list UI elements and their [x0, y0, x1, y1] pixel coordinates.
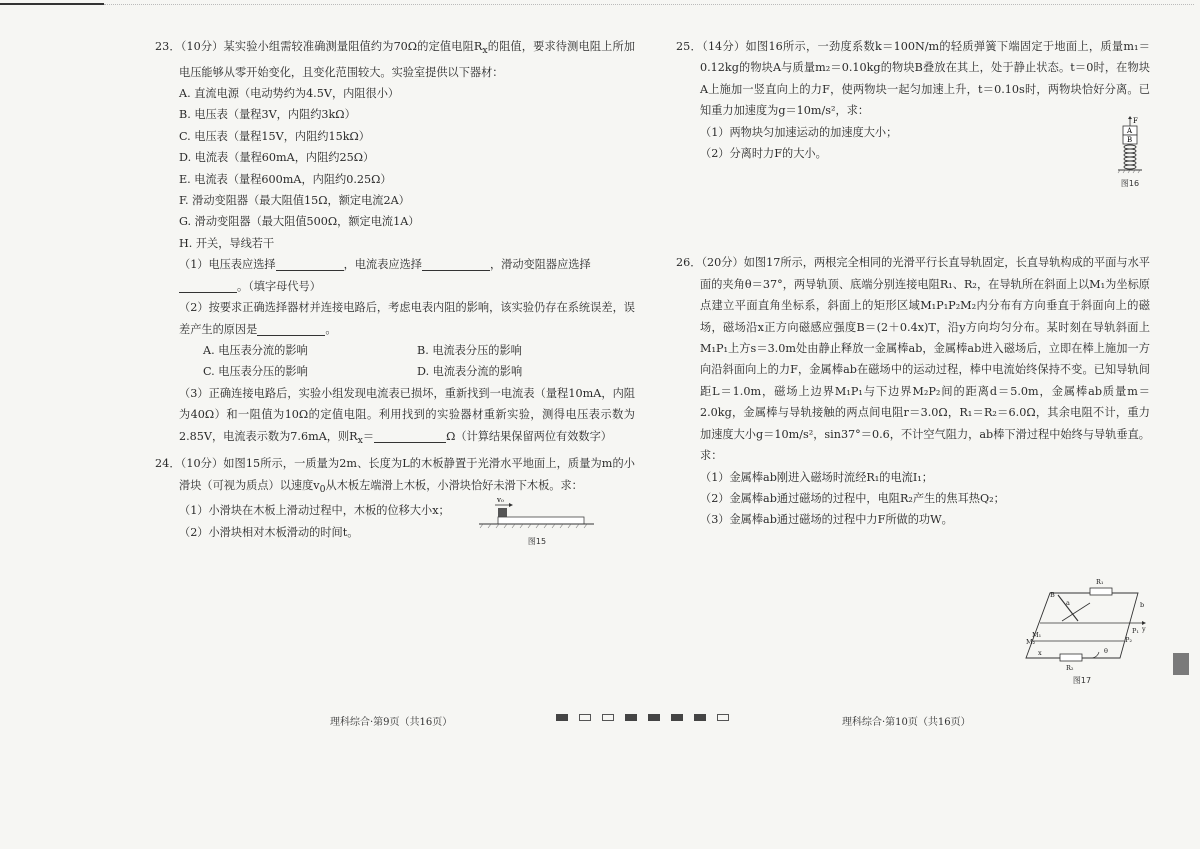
slider-block: [498, 508, 507, 517]
resistor-r2: [1060, 654, 1082, 661]
registration-marks: [556, 714, 729, 721]
top-rule: [0, 3, 104, 5]
svg-text:B: B: [1050, 591, 1055, 599]
force-label: F: [1133, 116, 1138, 125]
velocity-arrowhead: [509, 503, 513, 507]
svg-text:P₂: P₂: [1125, 636, 1132, 644]
mark-filled: [694, 714, 706, 721]
q24-parts: [155, 496, 635, 547]
equipment-item: H. 开关，导线若干: [179, 236, 275, 250]
svg-text:a: a: [1066, 599, 1070, 607]
q24-stem: 24．（10分）如图15所示，一质量为2m、长度为L的木板静置于光滑水平地面上，质量为m的小滑块（可视为质点）以速度$v_0$从木板左端滑上木板，小滑块恰好未滑下木板。求：: [155, 457, 635, 495]
q24-part1: （1）小滑块在木板上滑动过程中，木板的位移大小x；: [179, 504, 450, 518]
angle-arc: [1092, 652, 1099, 658]
q25-part1: （1）两物块匀加速运动的加速度大小；: [700, 125, 898, 139]
answer-blank: [179, 278, 237, 293]
choice-c: C. 电压表分压的影响: [203, 365, 308, 379]
left-footer: 理科综合·第9页（共16页）: [330, 717, 453, 728]
figure-15-caption: 图15: [527, 537, 547, 547]
svg-text:y: y: [1142, 625, 1146, 633]
side-marker: [1173, 653, 1189, 675]
choice-d: D. 电流表分流的影响: [417, 365, 523, 379]
equipment-item: C. 电压表（量程15V，内阻约15kΩ）: [179, 129, 370, 143]
block-b-label: B: [1127, 135, 1133, 144]
q25-parts: [676, 116, 1150, 188]
answer-blank: [374, 428, 446, 443]
q24-part2: （2）小滑块相对木板滑动的时间t。: [179, 525, 359, 539]
svg-text:P₁: P₁: [1132, 627, 1139, 635]
q26-part1: （1）金属棒ab刚进入磁场时流经R₁的电流I₁；: [700, 470, 933, 484]
q23-choices-row: [155, 361, 635, 382]
mark-filled: [671, 714, 683, 721]
mark-open: [602, 714, 614, 721]
q25-part2: （2）分离时力F的大小。: [700, 147, 827, 161]
figure-17-caption: 图17: [1072, 676, 1092, 685]
svg-text:R₂: R₂: [1066, 664, 1074, 672]
resistor-r1: [1090, 588, 1112, 595]
q23-part1: （1）电压表应选择 ，电流表应选择 ，滑动变阻器应选择: [179, 258, 591, 272]
equipment-item: A. 直流电源（电动势约为4.5V，内阻很小）: [179, 87, 400, 101]
q23-part2: （2）按要求正确选择器材并连接电路后，考虑电表内阻的影响，该实验仍存在系统误差，误差产生的原因是 。: [179, 301, 635, 336]
mark-filled: [625, 714, 637, 721]
equipment-item: F. 滑动变阻器（最大阻值15Ω，额定电流2A）: [179, 194, 410, 208]
q26-part3: （3）金属棒ab通过磁场的过程中力F所做的功W。: [700, 513, 953, 527]
spring: [1124, 145, 1136, 169]
velocity-label: v₀: [497, 496, 504, 505]
block-a-label: A: [1127, 126, 1133, 135]
equipment-item: E. 电流表（量程600mA，内阻约0.25Ω）: [179, 172, 392, 186]
right-page: [676, 36, 1150, 531]
figure-16-caption: 图16: [1120, 178, 1140, 188]
figure-16: [1112, 116, 1148, 192]
rail-frame: [1026, 593, 1138, 658]
q23-part1-end: 。（填字母代号）: [155, 276, 635, 297]
q23-choices-row: [155, 340, 635, 361]
q25-stem: 25．（14分）如图16所示，一劲度系数k＝100N/m的轻质弹簧下端固定于地面上，质量m₁＝0.12kg的物块A与质量m₂＝0.10kg的物块B叠放在其上，处于静止状态。t＝0时，在物块A上施加一竖直向上的力F，使两物块一起匀加速上升，t＝0.10s时，两物块恰好分离。已知重力加速度为g＝10m/s²，求：: [676, 40, 1150, 118]
answer-blank: [422, 256, 490, 271]
svg-text:b: b: [1140, 601, 1145, 609]
mark-open: [579, 714, 591, 721]
equipment-item: G. 滑动变阻器（最大阻值500Ω，额定电流1A）: [179, 215, 420, 229]
right-footer: 理科综合·第10页（共16页）: [842, 717, 971, 728]
svg-text:M₁: M₁: [1032, 631, 1042, 639]
equipment-item: D. 电流表（量程60mA，内阻约25Ω）: [179, 151, 375, 165]
q23-stem: 23．（10分）某实验小组需较准确测量阻值约为70Ω的定值电阻$R_x$的阻值，要求待测电阻上所加电压能够从零开始变化，且变化范围较大。实验室提供以下器材：: [155, 40, 635, 79]
q23-part3: （3）正确连接电路后，实验小组发现电流表已损坏，重新找到一电流表（量程10mA，内阻为40Ω）和一阻值为10Ω的定值电阻。利用找到的实验器材重新实验，测得电压表示数为2.85V，电流表示数为7.6mA，则$R_x= \Omega$（计算结果保留两位有效数字）: [179, 386, 635, 446]
answer-blank: [257, 321, 325, 336]
equipment-item: B. 电压表（量程3V，内阻约3kΩ）: [179, 108, 356, 122]
choice-b: B. 电流表分压的影响: [417, 343, 522, 357]
figure-17: [1020, 573, 1150, 688]
svg-text:θ: θ: [1104, 647, 1108, 655]
q26-stem: 26．（20分）如图17所示，两根完全相同的光滑平行长直导轨固定，长直导轨构成的平面与水平面的夹角θ＝37°，两导轨顶、底端分别连接电阻R₁、R₂，在导轨所在斜面上以M₁为坐标原点建立平面直角坐标系，斜面上的矩形区域M₁P₁P₂M₂内分布有方向垂直于斜面向上的磁场，磁场沿x正方向磁感应强度B＝(2＋0.4x)T，沿y方向均匀分布。某时刻在导轨斜面上M₁P₁上方s＝3.0m处由静止释放一金属棒ab，金属棒ab进入磁场后，立即在棒上施加一方向沿斜面向上的力F，金属棒ab在磁场中的运动过程，棒中电流始终保持不变。已知导轨间距L＝1.0m，磁场上边界M₁P₁与下边界M₂P₂间的距离d＝5.0m，金属棒ab质量m＝2.0kg，金属棒与导轨接触的两点间电阻r＝3.0Ω，R₁＝R₂＝6.0Ω，其余电阻不计，重力加速度大小g＝10m/s²，sin37°＝0.6，不计空气阻力，ab棒下滑过程中始终与导轨垂直。求：: [676, 256, 1150, 463]
force-arrowhead: [1128, 116, 1132, 119]
ground-hatching: [480, 524, 587, 528]
figure-15: [479, 494, 599, 554]
svg-text:M₂: M₂: [1026, 638, 1036, 646]
answer-blank: [276, 256, 344, 271]
q23-equipment-list: [155, 83, 635, 254]
wooden-board: [498, 517, 584, 524]
q26-part2: （2）金属棒ab通过磁场的过程中，电阻R₂产生的焦耳热Q₂；: [700, 491, 1005, 505]
left-page: [155, 36, 635, 547]
mark-filled: [556, 714, 568, 721]
top-dotted-rule: [104, 4, 1194, 5]
mark-open: [717, 714, 729, 721]
mark-filled: [648, 714, 660, 721]
svg-text:x: x: [1038, 649, 1042, 657]
svg-text:R₁: R₁: [1096, 578, 1104, 586]
choice-a: A. 电压表分流的影响: [203, 343, 308, 357]
